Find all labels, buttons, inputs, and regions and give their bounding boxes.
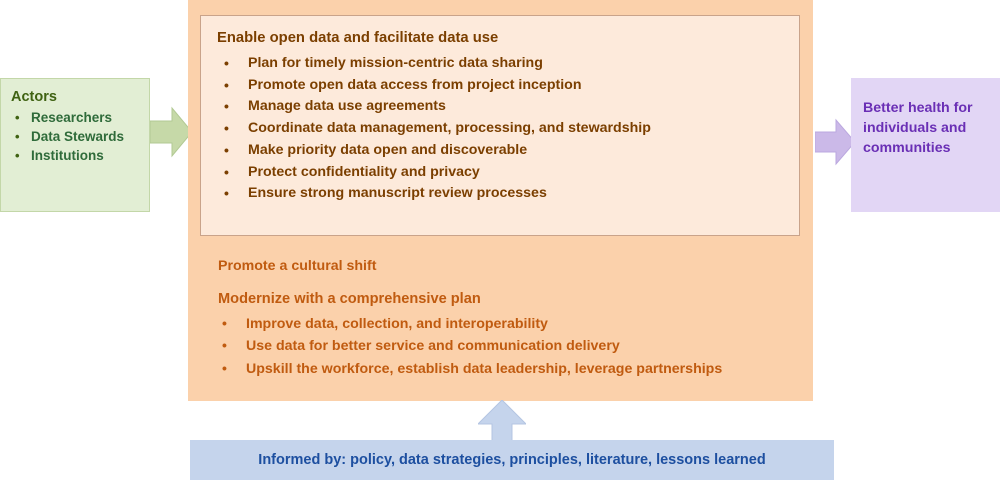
enable-open-data-box — [200, 15, 800, 236]
list-item: • Data Stewards — [11, 128, 139, 146]
arrow-right-purple-icon — [815, 118, 855, 166]
informed-by-text: Informed by: policy, data strategies, principles, literature, lessons learned — [258, 452, 766, 468]
arrow-right-green-icon — [150, 106, 192, 158]
list-item: • Manage data use agreements — [217, 96, 785, 118]
list-item: • Researchers — [11, 109, 139, 127]
arrow-up-blue-icon — [478, 400, 526, 442]
modernize-list — [218, 313, 803, 380]
enable-list — [217, 53, 785, 205]
modernize-heading: Modernize with a comprehensive plan — [218, 291, 481, 307]
list-item: • Coordinate data management, processing, and stewardship — [217, 118, 785, 140]
actors-list — [11, 109, 139, 165]
list-item: • Improve data, collection, and interoperability — [218, 313, 803, 335]
informed-by-band — [190, 440, 834, 480]
list-item: • Promote open data access from project inception — [217, 75, 785, 97]
enable-title: Enable open data and facilitate data use — [217, 30, 499, 46]
cultural-shift-heading: Promote a cultural shift — [218, 258, 377, 274]
list-item: • Institutions — [11, 147, 139, 165]
list-item: • Protect confidentiality and privacy — [217, 162, 785, 184]
actors-box — [0, 78, 150, 212]
list-item: • Upskill the workforce, establish data leadership, leverage partnerships — [218, 358, 803, 380]
outcome-box — [851, 78, 1000, 212]
outcome-text: Better health for individuals and communities — [863, 100, 973, 157]
list-item: • Plan for timely mission-centric data sharing — [217, 53, 785, 75]
list-item: • Ensure strong manuscript review processes — [217, 183, 785, 205]
list-item: • Make priority data open and discoverable — [217, 140, 785, 162]
list-item: • Use data for better service and communication delivery — [218, 335, 803, 357]
actors-title: Actors — [11, 89, 57, 105]
